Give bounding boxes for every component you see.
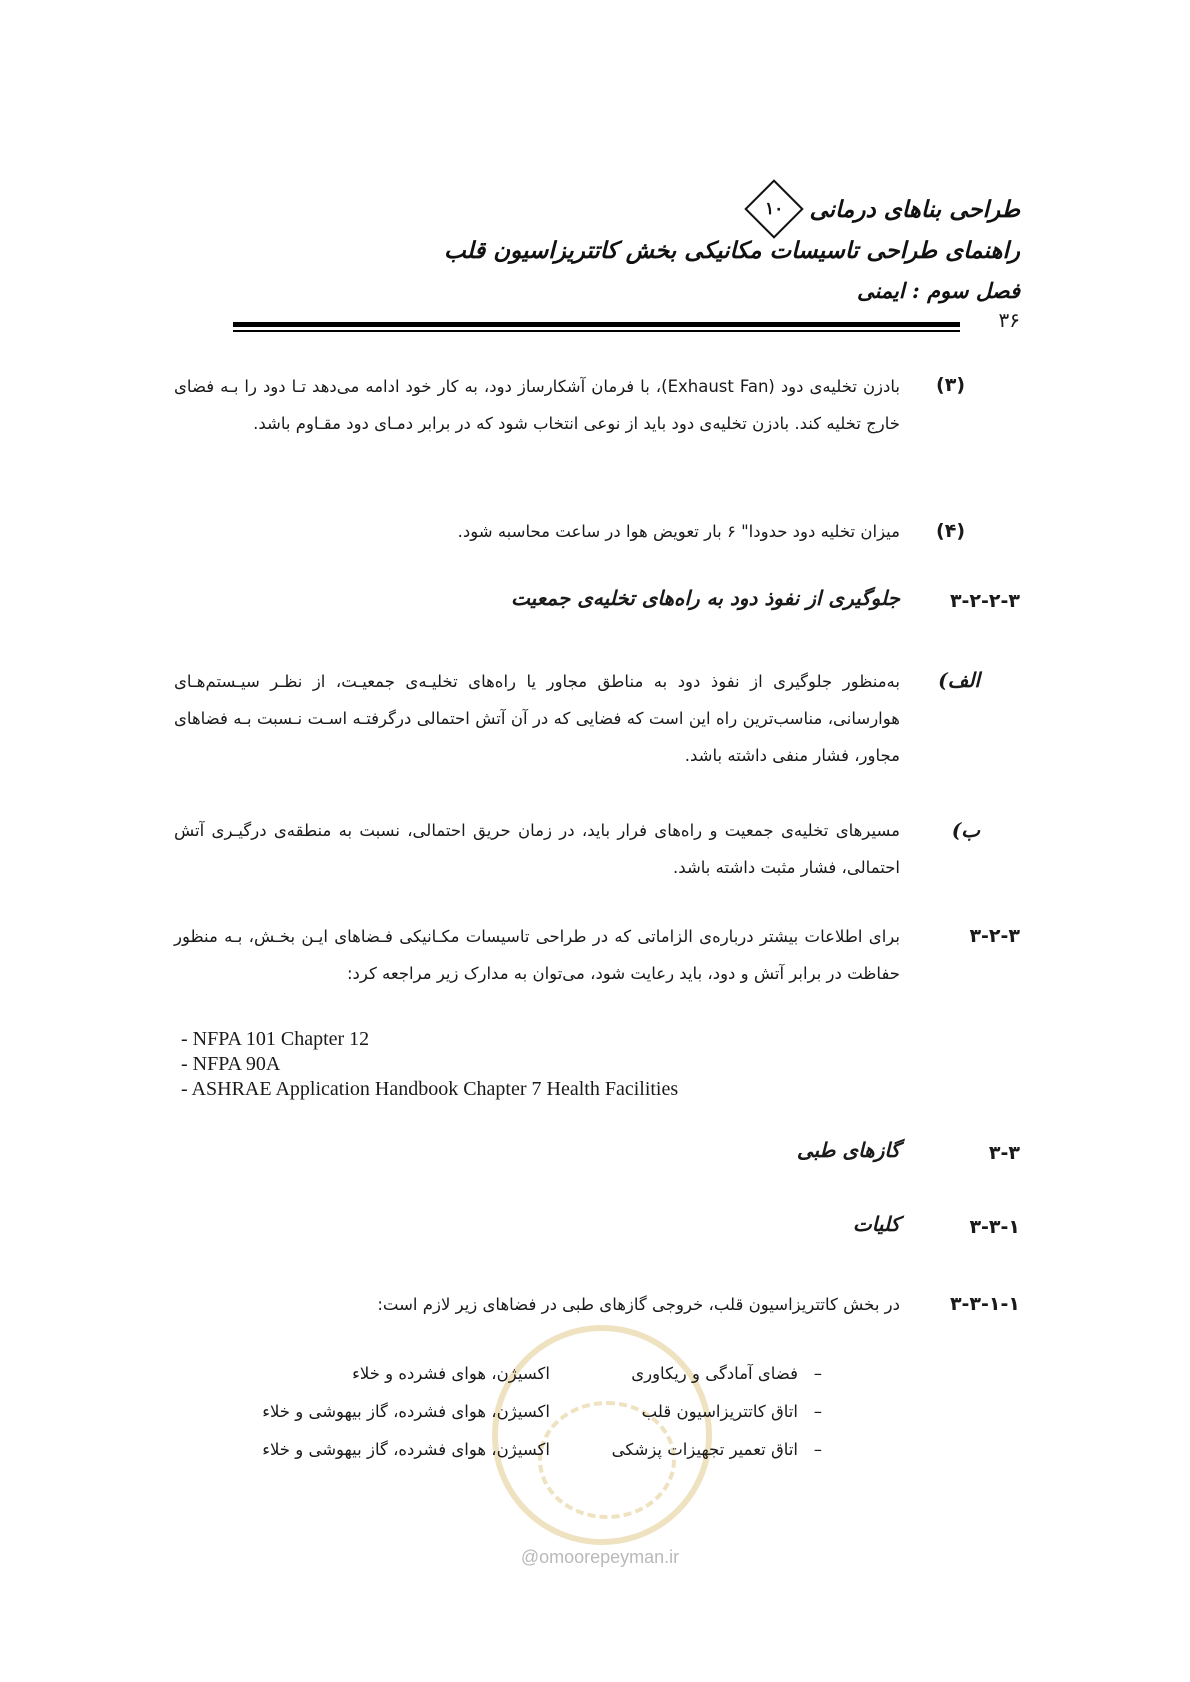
reference-list <box>181 1027 678 1102</box>
reference-item: - NFPA 90A <box>181 1053 281 1075</box>
volume-badge <box>745 179 804 238</box>
list-item-room: فضای آمادگی و ریکاوری <box>631 1364 798 1383</box>
item-3-text: بادزن تخلیه‌ی دود (Exhaust Fan)، با فرمان آشکارساز دود، به کار خود ادامه می‌دهد تـا دود را بـه فضای خارج تخلیه کند. بادزن تخلیه‌ی دود باید از نوعی انتخاب شود که در برابر دمـای دود مقـاوم باشد. <box>174 377 900 433</box>
item-3-number: (۳) <box>936 374 965 396</box>
section-3-3-title: گازهای طبی <box>796 1138 900 1162</box>
book-title-text: طراحی بناهای درمانی <box>809 195 1020 223</box>
list-item-gases: اکسیژن، هوای فشرده و خلاء <box>352 1364 550 1383</box>
section-3-2-2-3-title: جلوگیری از نفوذ دود به راه‌های تخلیه‌ی جمعیت <box>511 586 900 610</box>
book-title <box>745 188 1020 230</box>
chapter-title: فصل سوم : ایمنی <box>857 278 1020 303</box>
section-3-3-1-1-text: در بخش کاتتریزاسیون قلب، خروجی گازهای طبی در فضاهای زیر لازم است: <box>377 1295 900 1314</box>
list-item-room: اتاق کاتتریزاسیون قلب <box>641 1402 798 1421</box>
list-item-gases: اکسیژن، هوای فشرده، گاز بیهوشی و خلاء <box>262 1440 550 1459</box>
watermark-url: @omoorepeyman.ir <box>520 1547 680 1567</box>
list-bullet: – <box>813 1402 822 1421</box>
section-3-2-3-number: ۳-۲-۳ <box>969 925 1020 947</box>
guide-title: راهنمای طراحی تاسیسات مکانیکی بخش کاتتریزاسیون قلب <box>444 237 1020 264</box>
section-3-2-3-text: برای اطلاعات بیشتر درباره‌ی الزاماتی که در طراحی تاسیسات مکـانیکی فـضاهای ایـن بخـش، بـه منظور حفاظت در برابر آتش و دود، باید رعایت شود، می‌توان به مدارک زیر مراجعه کرد: <box>174 927 900 983</box>
item-be-label: ب) <box>951 818 980 842</box>
list-item-gases: اکسیژن، هوای فشرده، گاز بیهوشی و خلاء <box>262 1402 550 1421</box>
list-bullet: – <box>813 1364 822 1383</box>
item-alef-label: الف) <box>938 668 980 692</box>
section-3-2-2-3-number: ۳-۲-۲-۳ <box>949 590 1020 612</box>
watermark-seal <box>492 1325 712 1545</box>
header-rule-thin <box>233 330 960 332</box>
section-3-3-1-1-number: ۳-۳-۱-۱ <box>949 1293 1020 1315</box>
reference-item: - ASHRAE Application Handbook Chapter 7 Health Facilities <box>181 1078 679 1100</box>
page-number: ۳۶ <box>998 308 1020 332</box>
volume-number: ۱۰ <box>765 199 784 220</box>
section-3-3-1-title: کلیات <box>852 1212 900 1236</box>
item-alef-text: به‌منظور جلوگیری از نفوذ دود به مناطق مجاور یا راه‌های تخلیـه‌ی جمعیـت، از نظـر سیـستم‌هـای هوارسانی، مناسب‌ترین راه این است که فضایی که در آن آتش احتمالی درگرفتـه اسـت نـسبت بـه فضاهای مجاور، فشار منفی داشته باشد. <box>174 672 900 765</box>
reference-item: - NFPA 101 Chapter 12 <box>181 1028 370 1050</box>
item-be-text: مسیرهای تخلیه‌ی جمعیت و راه‌های فرار باید، در زمان حریق احتمالی، نسبت به منطقه‌ی درگیـری آتش احتمالی، فشار مثبت داشته باشد. <box>174 821 900 877</box>
list-item-room: اتاق تعمیر تجهیزات پزشکی <box>611 1440 798 1459</box>
list-bullet: – <box>813 1440 822 1459</box>
item-4-text: میزان تخلیه دود حدودا" ۶ بار تعویض هوا در ساعت محاسبه شود. <box>457 522 900 541</box>
section-3-3-1-number: ۳-۳-۱ <box>969 1216 1020 1238</box>
section-3-3-number: ۳-۳ <box>988 1142 1020 1164</box>
item-4-number: (۴) <box>936 520 965 542</box>
header-rule-thick <box>233 322 960 327</box>
